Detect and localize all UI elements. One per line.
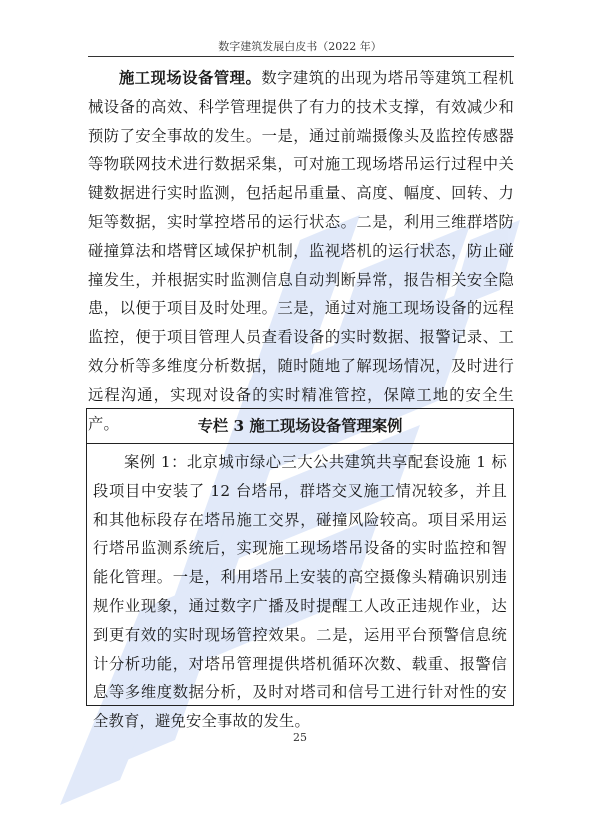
page-number: 25: [293, 731, 307, 744]
body-paragraph: [88, 64, 514, 438]
case-box-text: 案例 1：北京城市绿心三大公共建筑共享配套设施 1 标段项目中安装了 12 台塔吊，群塔交叉施工情况较多，并且和其他标段存在塔吊施工交界，碰撞风险较高。项目采用运行塔吊监测系统后，实现施工现场塔吊设备的实时监控和智能化管理。一是，利用塔吊上安装的高空摄像头精确识别违规作业现象，通过数字广播及时提醒工人改正违规作业，达到更有效的实时现场管控效果。二是，运用平台预警信息统计分析功能，对塔吊管理提供塔机循环次数、载重、报警信息等多维度数据分析，及时对塔司和信号工进行针对性的安全教育，避免安全事故的发生。: [93, 453, 507, 731]
header-rule: [88, 56, 514, 57]
paragraph-text: 数字建筑的出现为塔吊等建筑工程机械设备的高效、科学管理提供了有力的技术支撑，有效减少和预防了安全事故的发生。一是，通过前端摄像头及监控传感器等物联网技术进行数据采集，可对施工现场塔吊运行过程中关键数据进行实时监测，包括起吊重量、高度、幅度、回转、力矩等数据，实时掌控塔吊的运行状态。二是，利用三维群塔防碰撞算法和塔臂区域保护机制，监视塔机的运行状态，防止碰撞发生，并根据实时监测信息自动判断异常，报告相关安全隐患，以便于项目及时处理。三是，通过对施工现场设备的远程监控，便于项目管理人员查看设备的实时数据、报警记录、工效分析等多维度分析数据，随时随地了解现场情况，及时进行远程沟通，实现对设备的实时精准管控，保障工地的安全生产。: [88, 69, 514, 433]
case-box-title: 专栏 3 施工现场设备管理案例: [87, 409, 513, 444]
paragraph-lead: 施工现场设备管理。: [119, 69, 262, 87]
running-header: 数字建筑发展白皮书（2022 年）: [218, 40, 382, 53]
case-study-box: [86, 408, 514, 731]
